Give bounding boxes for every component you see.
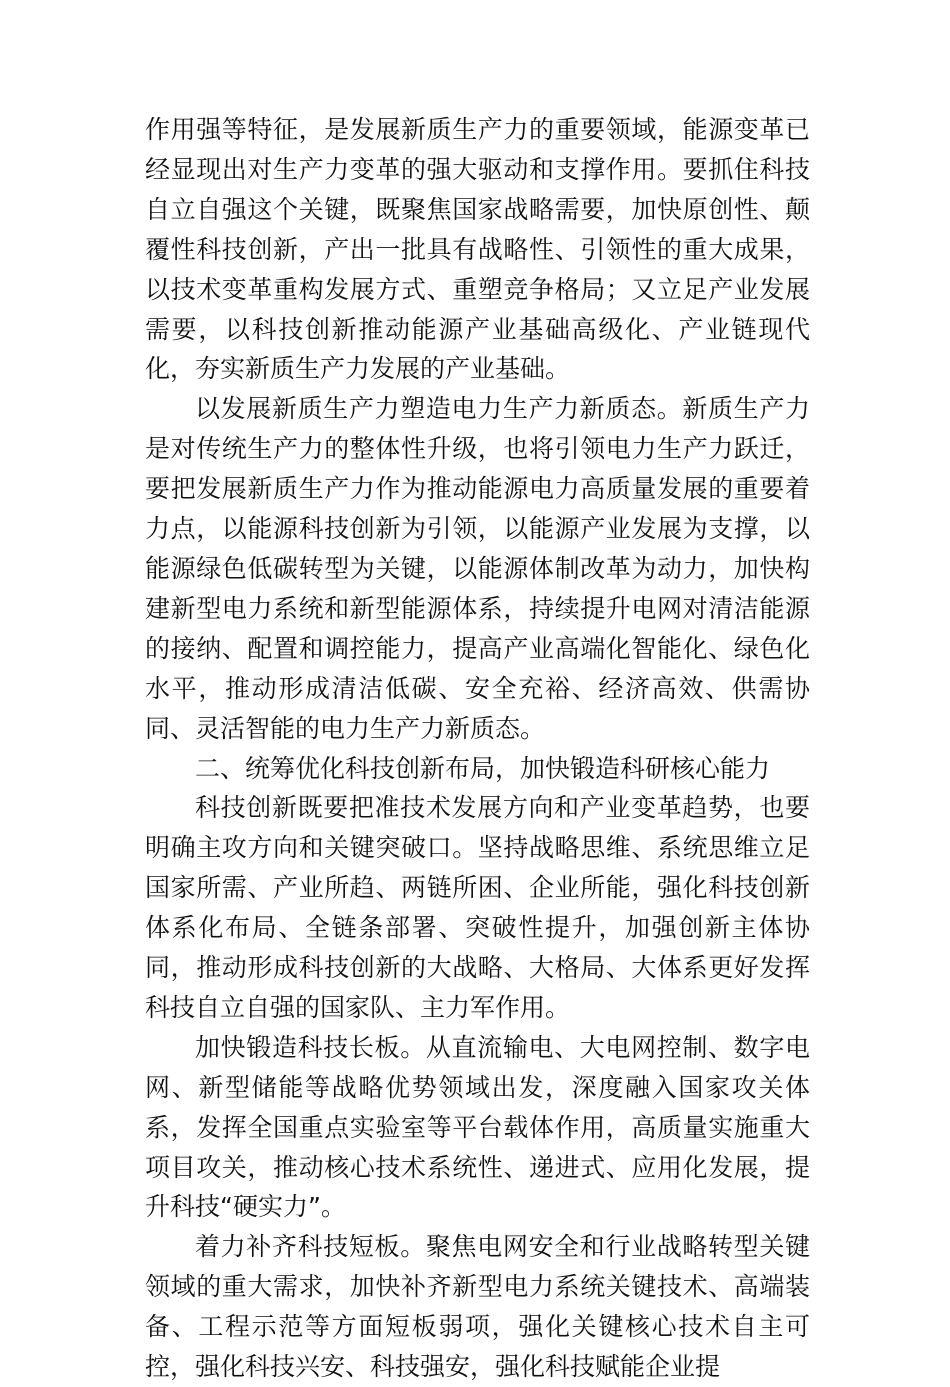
section-heading: 二、统筹优化科技创新布局，加快锻造科研核心能力 <box>195 753 771 783</box>
document-page <box>145 110 810 1387</box>
paragraph-strengths: 加快锻造科技长板。从直流输电、大电网控制、数字电网、新型储能等战略优势领域出发，深度融入国家攻关体系，发挥全国重点实验室等平台载体作用，高质量实施重大项目攻关，推动核心技术系统性、递进式、应用化发展，提升科技“硬实力”。 <box>145 1032 810 1222</box>
paragraph-weaknesses: 着力补齐科技短板。聚焦电网安全和行业战略转型关键领域的重大需求，加快补齐新型电力系统关键技术、高端装备、工程示范等方面短板弱项，强化关键核心技术自主可控，强化科技兴安、科技强安，强化科技赋能企业提 <box>145 1232 810 1382</box>
paragraph-continuation: 作用强等特征，是发展新质生产力的重要领域，能源变革已经显现出对生产力变革的强大驱动和支撑作用。要抓住科技自立自强这个关键，既聚焦国家战略需要，加快原创性、颠覆性科技创新，产出一批具有战略性、引领性的重大成果，以技术变革重构发展方式、重塑竞争格局；又立足产业发展需要，以科技创新推动能源产业基础高级化、产业链现代化，夯实新质生产力发展的产业基础。 <box>145 115 810 384</box>
paragraph-new-quality-electricity: 以发展新质生产力塑造电力生产力新质态。新质生产力是对传统生产力的整体性升级，也将引领电力生产力跃迁，要把发展新质生产力作为推动能源电力高质量发展的重要着力点，以能源科技创新为引领，以能源产业发展为支撑，以能源绿色低碳转型为关键，以能源体制改革为动力，加快构建新型电力系统和新型能源体系，持续提升电网对清洁能源的接纳、配置和调控能力，提高产业高端化智能化、绿色化水平，推动形成清洁低碳、安全充裕、经济高效、供需协同、灵活智能的电力生产力新质态。 <box>145 394 810 743</box>
paragraph-innovation-layout: 科技创新既要把准技术发展方向和产业变革趋势，也要明确主攻方向和关键突破口。坚持战略思维、系统思维立足国家所需、产业所趋、两链所困、企业所能，强化科技创新体系化布局、全链条部署、突破性提升，加强创新主体协同，推动形成科技创新的大战略、大格局、大体系更好发挥科技自立自强的国家队、主力军作用。 <box>145 793 810 1022</box>
